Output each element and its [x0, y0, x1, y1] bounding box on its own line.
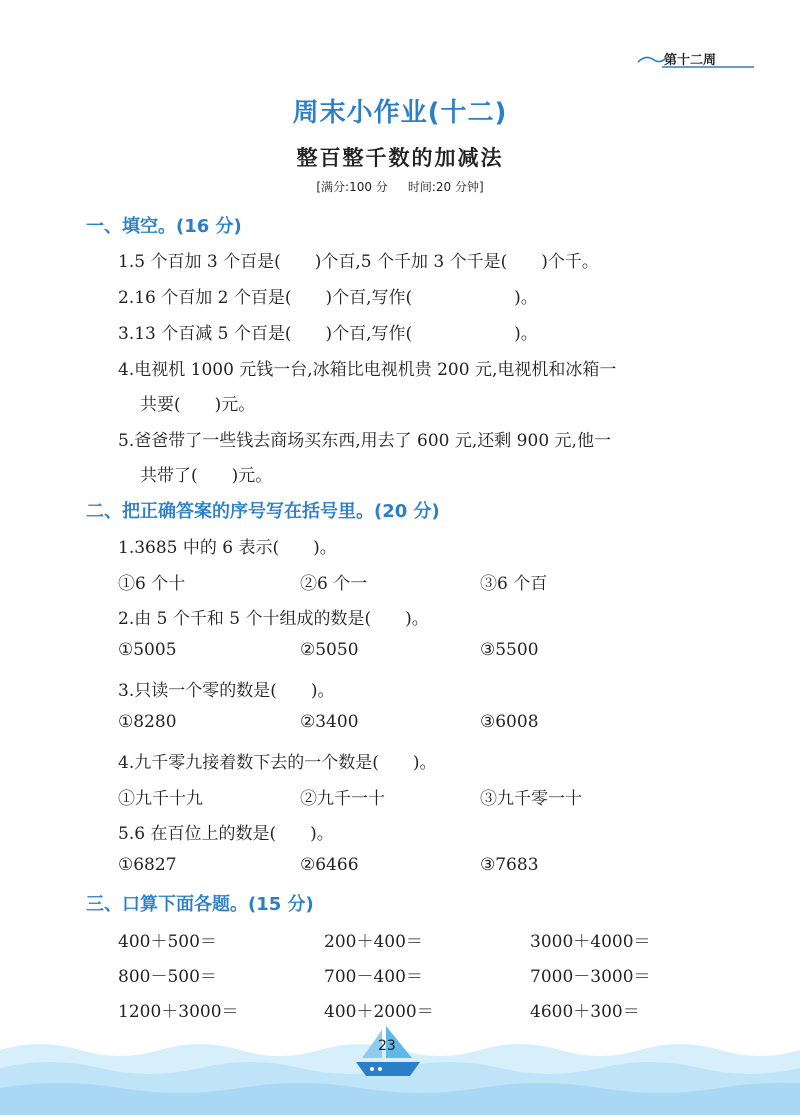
- choice-option: ①九千十九: [118, 789, 203, 809]
- choice-option: ①5005: [118, 640, 177, 660]
- choice-option: ②5050: [300, 640, 359, 660]
- choice-option: ①6827: [118, 855, 177, 875]
- calc-item: 3000＋4000＝: [530, 932, 651, 952]
- fill-line-5: 5.爸爸带了一些钱去商场买东西,用去了 600 元,还剩 900 元,他一: [118, 431, 611, 451]
- week-label: 第十二周: [664, 53, 717, 68]
- wave-decoration: [0, 1020, 800, 1115]
- choice-question-2: 2.由 5 个千和 5 个十组成的数是( )。: [118, 609, 429, 629]
- calc-item: 200＋400＝: [324, 932, 423, 952]
- fill-line-3: 3.13 个百减 5 个百是( )个百,写作( )。: [118, 324, 538, 344]
- choice-question-1: 1.3685 中的 6 表示( )。: [118, 538, 337, 558]
- choice-question-3: 3.只读一个零的数是( )。: [118, 681, 335, 701]
- fill-line-2: 2.16 个百加 2 个百是( )个百,写作( )。: [118, 288, 538, 308]
- choice-option: ③6008: [480, 712, 539, 732]
- choice-option: ③6 个百: [480, 574, 548, 594]
- fill-line-4-cont: 共要( )元。: [140, 395, 256, 415]
- calc-item: 800－500＝: [118, 967, 217, 987]
- fill-line-4: 4.电视机 1000 元钱一台,冰箱比电视机贵 200 元,电视机和冰箱一: [118, 360, 617, 380]
- calc-item: 1200＋3000＝: [118, 1002, 239, 1022]
- page-number: 23: [378, 1038, 396, 1054]
- choice-option: ①6 个十: [118, 574, 186, 594]
- choice-option: ②九千一十: [300, 789, 385, 809]
- choice-option: ②6466: [300, 855, 359, 875]
- section-3-heading: 三、口算下面各题。(15 分): [86, 894, 314, 915]
- calc-item: 700－400＝: [324, 967, 423, 987]
- calc-item: 4600＋300＝: [530, 1002, 640, 1022]
- calc-item: 7000－3000＝: [530, 967, 651, 987]
- calc-item: 400＋500＝: [118, 932, 217, 952]
- section-2-heading: 二、把正确答案的序号写在括号里。(20 分): [86, 501, 440, 522]
- choice-question-5: 5.6 在百位上的数是( )。: [118, 824, 334, 844]
- choice-option: ③5500: [480, 640, 539, 660]
- choice-question-4: 4.九千零九接着数下去的一个数是( )。: [118, 753, 437, 773]
- week-tag: [636, 48, 756, 70]
- score-time-info: [0, 178, 800, 195]
- choice-option: ②6 个一: [300, 574, 368, 594]
- choice-option: ③7683: [480, 855, 539, 875]
- time-label: 时间:20 分钟]: [407, 180, 484, 194]
- fill-line-1: 1.5 个百加 3 个百是( )个百,5 个千加 3 个千是( )个千。: [118, 252, 599, 272]
- choice-option: ②3400: [300, 712, 359, 732]
- calc-item: 400＋2000＝: [324, 1002, 434, 1022]
- score-label: [满分:100 分: [316, 180, 388, 194]
- choice-option: ③九千零一十: [480, 789, 582, 809]
- page-subtitle: 整百整千数的加减法: [296, 146, 504, 170]
- page-title: 周末小作业(十二): [292, 98, 508, 128]
- choice-option: ①8280: [118, 712, 177, 732]
- fill-line-5-cont: 共带了( )元。: [140, 466, 273, 486]
- section-1-heading: 一、填空。(16 分): [86, 216, 242, 237]
